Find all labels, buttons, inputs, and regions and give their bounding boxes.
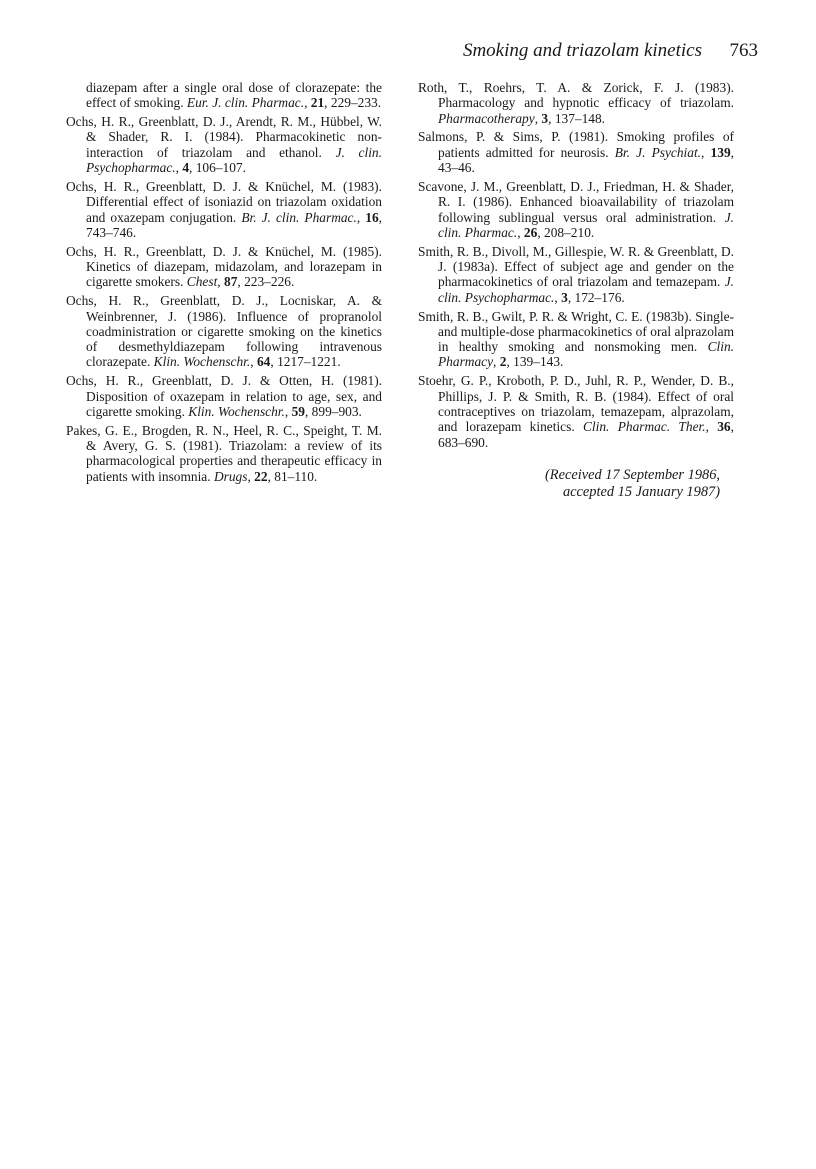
reference-entry: Smith, R. B., Divoll, M., Gillespie, W. R. & Greenblatt, D. J. (1983a). Effect of subject age and gender on the pharmacokinetics of oral triazolam and temazepam. J. clin. Psychopharmac., 3, 172–176. <box>418 243 735 305</box>
reference-pages: 1217–1221. <box>277 354 341 370</box>
running-header <box>0 40 758 66</box>
reference-volume: 3 <box>561 289 568 305</box>
reference-entry: Ochs, H. R., Greenblatt, D. J., Arendt, R. M., Hübbel, W. & Shader, R. I. (1984). Pharmacokinetic non-interaction of triazolam and ethanol. J. clin. Psychopharmac., 4, 106–107. <box>66 114 383 176</box>
reference-volume: 3 <box>541 110 549 126</box>
reference-pages: 139–143. <box>513 354 564 370</box>
reference-pages: 743–746. <box>86 224 137 240</box>
reference-volume: 139 <box>710 144 731 160</box>
accepted-date: accepted 15 January 1987) <box>562 484 720 500</box>
reference-pages: 172–176. <box>574 289 625 305</box>
reference-entry: Smith, R. B., Gwilt, P. R. & Wright, C. E. (1983b). Single- and multiple-dose pharmacokinetics of oral alprazolam in healthy smoking and nonsmoking men. Clin. Pharmacy, 2, 139–143. <box>418 308 734 370</box>
reference-journal: Drugs <box>213 468 248 484</box>
reference-journal: Br. J. clin. Pharmac. <box>241 209 357 225</box>
reference-pages: 683–690. <box>438 434 489 450</box>
reference-volume: 26 <box>523 224 538 240</box>
references-left-column <box>66 80 382 488</box>
reference-title: Single- and multiple-dose pharmacokinetics of oral alprazolam in healthy smoking and nonsmoking men. <box>438 308 734 355</box>
reference-title: Differential effect of isoniazid on triazolam oxidation and oxazepam conjugation. <box>86 194 382 225</box>
reference-journal: Clin. Pharmacy <box>438 339 734 370</box>
reference-journal: J. clin. Psychopharmac. <box>86 144 382 176</box>
reference-volume: 64 <box>256 354 271 370</box>
reference-authors: Smith, R. B., Divoll, M., Gillespie, W. R. & Greenblatt, D. J. (1983a). <box>418 243 734 275</box>
reference-authors: Ochs, H. R., Greenblatt, D. J. & Otten, H. (1981). <box>66 373 382 389</box>
reference-title: Enhanced bioavailability of triazolam following sublingual versus oral administration. <box>438 194 734 225</box>
reference-authors: Ochs, H. R., Greenblatt, D. J., Arendt, R. M., Hübbel, W. & Shader, R. I. (1984). <box>66 114 382 145</box>
reference-journal: J. clin. Pharmac. <box>438 209 734 240</box>
reference-authors: Salmons, P. & Sims, P. (1981). <box>418 129 609 145</box>
reference-entry: Scavone, J. M., Greenblatt, D. J., Friedman, H. & Shader, R. I. (1986). Enhanced bioavailability of triazolam following sublingual versus oral administration. J. clin. Pharmac., 26, 208–210. <box>418 178 734 240</box>
reference-journal: Klin. Wochenschr. <box>153 354 251 370</box>
reference-journal: J. clin. Psychopharmac. <box>438 274 735 305</box>
reference-volume: 87 <box>224 274 238 290</box>
reference-volume: 22 <box>254 468 268 484</box>
reference-title: Influence of propranolol coadministration or cigarette smoking on the kinetics of desmethyldiazepam following intravenous clorazepate. <box>86 308 382 370</box>
reference-title: Kinetics of diazepam, midazolam, and lorazepam in cigarette smokers. <box>86 259 382 290</box>
reference-title: diazepam after a single oral dose of clorazepate: the effect of smoking. <box>86 80 382 111</box>
received-note <box>545 467 720 501</box>
reference-journal: Br. J. Psychiat. <box>614 144 702 160</box>
reference-title: Disposition of oxazepam in relation to age, sex, and cigarette smoking. <box>86 388 382 419</box>
reference-authors: Roth, T., Roehrs, T. A. & Zorick, F. J. (1983). <box>418 80 734 95</box>
reference-authors: Stoehr, G. P., Kroboth, P. D., Juhl, R. P., Wender, D. B., Phillips, J. P. & Smith, R. B. (1984). <box>418 373 734 404</box>
reference-pages: 43–46. <box>438 160 475 176</box>
reference-volume: 2 <box>499 354 507 370</box>
page-number: 763 <box>729 40 758 61</box>
reference-title: Smoking profiles of patients admitted for neurosis. <box>438 129 734 160</box>
reference-title: Triazolam: a review of its pharmacological properties and therapeutic efficacy in patients with insomnia. <box>86 438 382 484</box>
reference-title: Pharmacokinetic non-interaction of triazolam and ethanol. <box>86 129 383 160</box>
reference-pages: 106–107. <box>195 160 246 176</box>
reference-entry: Pakes, G. E., Brogden, R. N., Heel, R. C., Speight, T. M. & Avery, G. S. (1981). Triazolam: a review of its pharmacological properties and therapeutic efficacy in patients with insomnia. Drugs, 22, 81–110. <box>66 422 382 484</box>
reference-journal: Clin. Pharmac. Ther. <box>582 419 706 435</box>
reference-title: Pharmacology and hypnotic efficacy of triazolam. <box>438 95 734 111</box>
reference-entry: Ochs, H. R., Greenblatt, D. J. & Knüchel, M. (1985). Kinetics of diazepam, midazolam, and lorazepam in cigarette smokers. Chest, 87, 223–226. <box>66 243 382 290</box>
reference-volume: 36 <box>717 419 731 435</box>
reference-authors: Ochs, H. R., Greenblatt, D. J. & Knüchel, M. (1985). <box>66 243 382 259</box>
reference-entry: Ochs, H. R., Greenblatt, D. J., Locniskar, A. & Weinbrenner, J. (1986). Influence of propranolol coadministration or cigarette smoking on the kinetics of desmethyldiazepam following intravenous clorazepate. Klin. Wochenschr., 64, 1217–1221. <box>66 293 382 370</box>
reference-journal: Chest <box>186 274 218 290</box>
references-right-column <box>418 80 734 453</box>
reference-pages: 229–233. <box>330 95 382 111</box>
reference-pages: 899–903. <box>311 403 362 419</box>
reference-pages: 137–148. <box>554 110 606 126</box>
received-date: (Received 17 September 1986, <box>544 467 720 483</box>
running-title: Smoking and triazolam kinetics <box>462 40 702 61</box>
reference-volume: 21 <box>310 95 325 111</box>
reference-pages: 208–210. <box>544 224 595 240</box>
reference-authors: Pakes, G. E., Brogden, R. N., Heel, R. C., Speight, T. M. & Avery, G. S. (1981). <box>66 422 382 454</box>
reference-volume: 16 <box>365 209 379 225</box>
reference-entry: Stoehr, G. P., Kroboth, P. D., Juhl, R. P., Wender, D. B., Phillips, J. P. & Smith, R. B. (1984). Effect of oral contraceptives on triazolam, temazepam, alprazolam, and lorazepam kinetics. Clin. Pharmac. Ther., 36, 683–690. <box>418 373 734 450</box>
reference-journal: Klin. Wochenschr. <box>188 403 285 419</box>
reference-journal: Pharmacotherapy <box>438 110 535 126</box>
reference-pages: 81–110. <box>274 468 318 484</box>
reference-authors: Scavone, J. M., Greenblatt, D. J., Friedman, H. & Shader, R. I. (1986). <box>418 178 734 210</box>
reference-title: Effect of subject age and gender on the pharmacokinetics of oral triazolam and temazepam. <box>438 259 734 290</box>
reference-entry: diazepam after a single oral dose of clorazepate: the effect of smoking. Eur. J. clin. Pharmac., 21, 229–233. <box>86 80 382 111</box>
reference-title: Effect of oral contraceptives on triazolam, temazepam, alprazolam, and lorazepam kinetics. <box>438 388 734 435</box>
reference-authors: Ochs, H. R., Greenblatt, D. J., Locniskar, A. & Weinbrenner, J. (1986). <box>66 293 382 324</box>
reference-pages: 223–226. <box>244 274 295 290</box>
reference-authors: Smith, R. B., Gwilt, P. R. & Wright, C. E. (1983b). <box>418 308 692 324</box>
reference-journal: Eur. J. clin. Pharmac. <box>186 95 305 111</box>
reference-entry: Ochs, H. R., Greenblatt, D. J. & Knüchel, M. (1983). Differential effect of isoniazid on triazolam oxidation and oxazepam conjugation. Br. J. clin. Pharmac., 16, 743–746. <box>66 178 382 240</box>
reference-entry: Ochs, H. R., Greenblatt, D. J. & Otten, H. (1981). Disposition of oxazepam in relation to age, sex, and cigarette smoking. Klin. Wochenschr., 59, 899–903. <box>66 373 382 419</box>
reference-entry: Salmons, P. & Sims, P. (1981). Smoking profiles of patients admitted for neurosis. Br. J. Psychiat., 139, 43–46. <box>418 129 734 176</box>
reference-authors: Ochs, H. R., Greenblatt, D. J. & Knüchel, M. (1983). <box>66 178 382 194</box>
reference-volume: 4 <box>182 160 190 176</box>
reference-entry: Roth, T., Roehrs, T. A. & Zorick, F. J. (1983). Pharmacology and hypnotic efficacy of triazolam. Pharmacotherapy, 3, 137–148. <box>418 80 734 126</box>
reference-volume: 59 <box>291 403 305 419</box>
